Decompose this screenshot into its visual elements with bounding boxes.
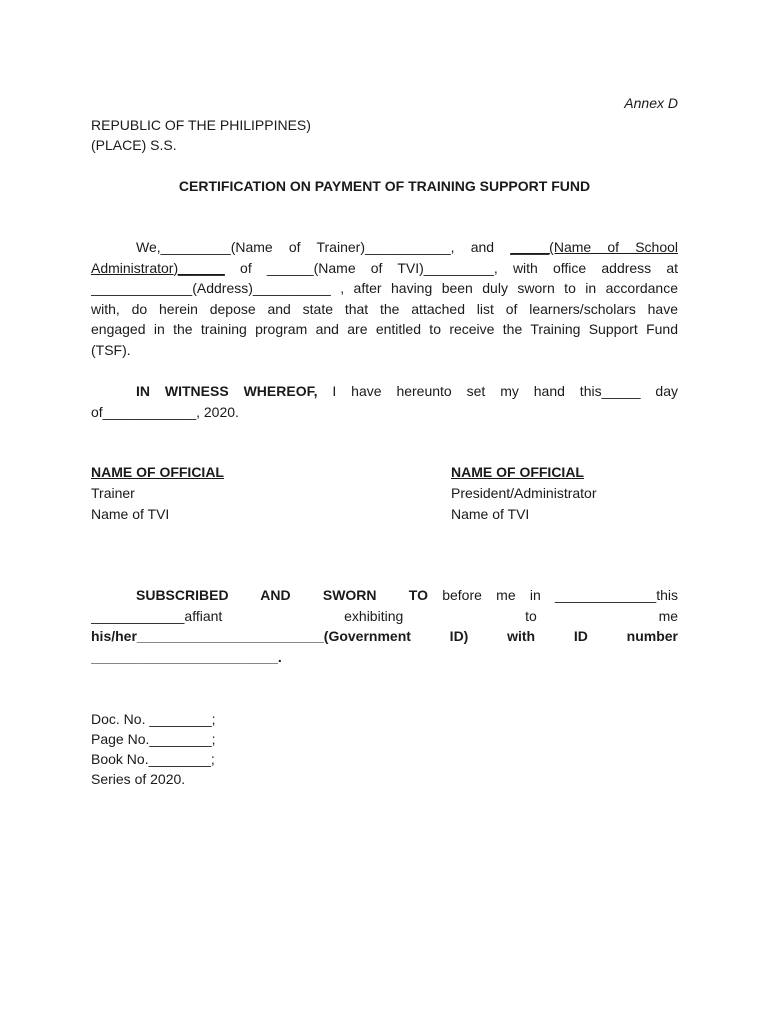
signatory-administrator bbox=[451, 462, 597, 524]
official-name: NAME OF OFFICIAL bbox=[451, 464, 584, 480]
address-blank: _____________(Address)__________ bbox=[91, 280, 331, 296]
book-no: Book No.________; bbox=[91, 751, 215, 767]
paragraph-line: IN WITNESS WHEREOF, I have hereunto set my hand this_____ day bbox=[136, 383, 678, 399]
place-line: (PLACE) S.S. bbox=[91, 137, 177, 153]
paragraph-line: his/her________________________(Government ID) with ID number bbox=[91, 628, 678, 644]
id-number-blank: ________________________. bbox=[91, 648, 282, 665]
paragraph-line: of____________, 2020. bbox=[91, 403, 239, 420]
official-role: Trainer bbox=[91, 485, 135, 501]
official-org: Name of TVI bbox=[91, 506, 170, 522]
signatory-trainer bbox=[91, 462, 224, 524]
paragraph-line: (TSF). bbox=[91, 341, 131, 358]
paragraph-line: Administrator)______ of ______(Name of TVI)_________, with office address at bbox=[91, 259, 678, 276]
official-name: NAME OF OFFICIAL bbox=[91, 464, 224, 480]
jurat-paragraph bbox=[91, 585, 678, 667]
official-org: Name of TVI bbox=[451, 506, 530, 522]
republic-line: REPUBLIC OF THE PHILIPPINES) bbox=[91, 117, 311, 133]
paragraph-line: We,_________(Name of Trainer)___________, and _____(Name of School bbox=[136, 239, 678, 255]
official-role: President/Administrator bbox=[451, 485, 597, 501]
witness-paragraph bbox=[91, 381, 678, 422]
paragraph-line: _____________(Address)__________ , after having been duly sworn to in accordance bbox=[91, 280, 678, 296]
paragraph-line: with, do herein depose and state that the attached list of learners/scholars have bbox=[91, 300, 678, 317]
page-no: Page No.________; bbox=[91, 731, 216, 747]
certification-paragraph bbox=[91, 237, 678, 360]
doc-no: Doc. No. ________; bbox=[91, 711, 216, 727]
jurat-heading: SUBSCRIBED AND SWORN TO bbox=[136, 587, 428, 603]
id-type-blank: his/her________________________ bbox=[91, 628, 324, 644]
trainer-blank: We,_________(Name of Trainer)___________, bbox=[136, 239, 455, 255]
paragraph-line: ____________affiant exhibiting to me bbox=[91, 607, 678, 624]
annex-label: Annex D bbox=[624, 95, 678, 111]
notary-block bbox=[91, 709, 216, 789]
document-title: CERTIFICATION ON PAYMENT OF TRAINING SUPPORT FUND bbox=[178, 178, 591, 194]
tvi-blank: ______(Name of TVI)_________, bbox=[266, 259, 498, 276]
paragraph-line: engaged in the training program and are entitled to receive the Training Support Fund bbox=[91, 321, 678, 337]
series: Series of 2020. bbox=[91, 771, 186, 787]
school-admin-blank: _____(Name of School bbox=[510, 239, 678, 255]
paragraph-line: SUBSCRIBED AND SWORN TO before me in _____________this bbox=[136, 587, 678, 603]
witness-heading: IN WITNESS WHEREOF, bbox=[136, 383, 318, 399]
